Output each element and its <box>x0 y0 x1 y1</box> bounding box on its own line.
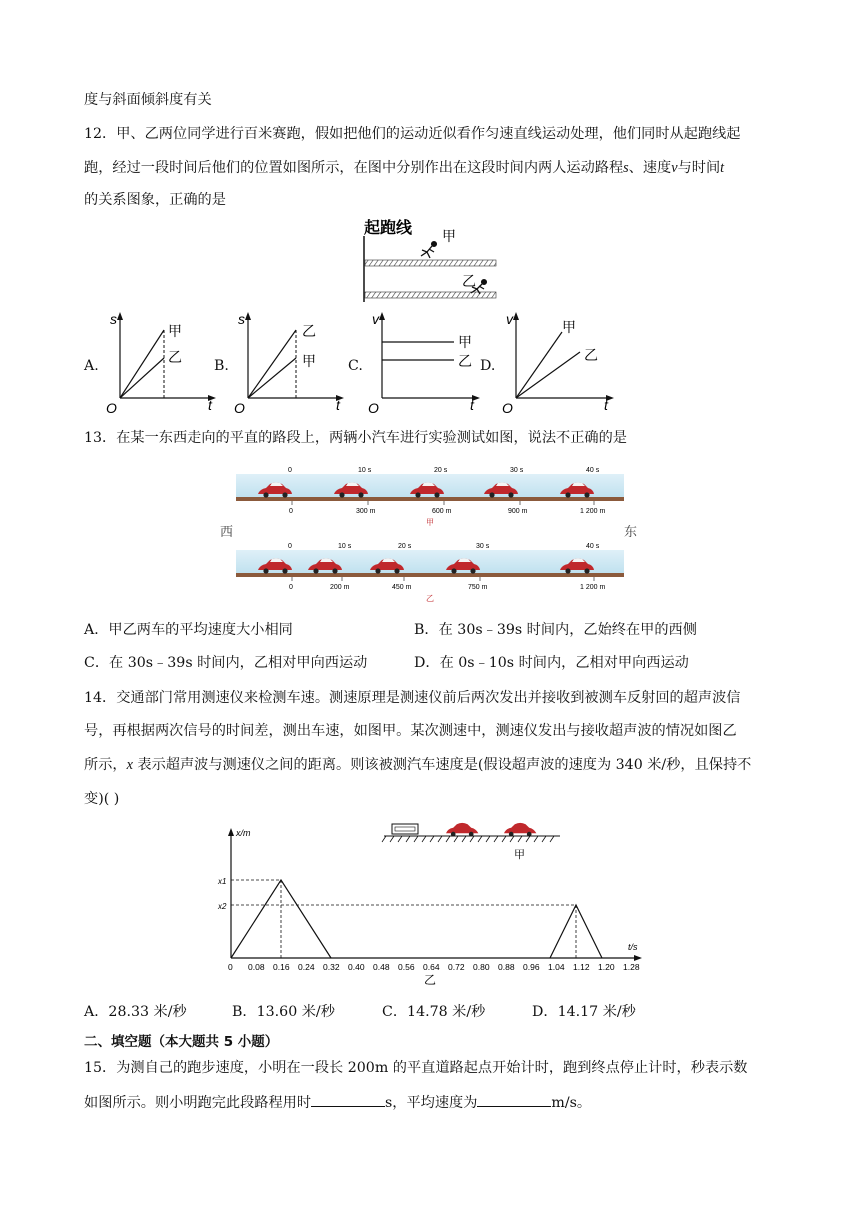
jia-time-2: 20 s <box>434 467 448 474</box>
jia-dist-1: 300 m <box>356 508 376 515</box>
q14-option-b[interactable]: B．13.60 米/秒 <box>232 1004 335 1020</box>
x-axis-label: t <box>470 397 474 413</box>
q12-option-a-letter[interactable]: A. <box>84 358 99 374</box>
q14-option-a[interactable]: A．28.33 米/秒 <box>84 1004 187 1020</box>
var-t: t <box>720 160 725 176</box>
q15-text: m/s。 <box>551 1095 592 1111</box>
label-bottom: 乙 <box>458 353 472 369</box>
q15-text: s，平均速度为 <box>385 1095 478 1111</box>
jia-time-3: 30 s <box>510 467 524 474</box>
jia-caption: 甲 <box>426 518 434 527</box>
label-bottom: 乙 <box>584 347 598 363</box>
runner-jia-label: 甲 <box>442 228 456 244</box>
x-axis-label: t <box>208 397 212 413</box>
q13-option-c[interactable]: C．在 30s﹣39s 时间内，乙相对甲向西运动 <box>84 655 368 671</box>
y-axis-label: v <box>372 311 379 327</box>
q12-option-b-graph[interactable] <box>228 310 348 418</box>
tick-label: 0.40 <box>348 962 365 972</box>
jia-dist-3: 900 m <box>508 508 528 515</box>
runner-jia-icon <box>421 242 436 258</box>
previous-answer-tail: 度与斜面倾斜度有关 <box>84 92 212 108</box>
yi-dist-0: 0 <box>289 584 293 591</box>
fig-jia-caption: 甲 <box>514 849 525 861</box>
start-line-label: 起跑线 <box>364 220 413 237</box>
speed-meter-icon <box>392 824 418 834</box>
x-axis-label: t <box>604 397 608 413</box>
jia-dist-4: 1 200 m <box>580 508 606 515</box>
speed-answer-blank[interactable] <box>477 1092 551 1107</box>
q12-line-2 <box>84 158 724 178</box>
tick-label: 1.28 <box>623 962 640 972</box>
east-label: 东 <box>624 524 638 539</box>
origin-label: O <box>502 400 513 416</box>
jia-dist-0: 0 <box>289 508 293 515</box>
q14-text: 所示， <box>84 757 127 773</box>
y-axis-label: v <box>506 311 513 327</box>
lane-divider <box>365 260 496 266</box>
yi-time-4: 40 s <box>586 543 600 550</box>
q12-option-a-graph[interactable] <box>100 310 220 418</box>
label-top: 甲 <box>562 319 576 335</box>
section-heading: 二、填空题（本大题共 5 小题） <box>84 1034 279 1050</box>
x1-label: x1 <box>218 877 227 886</box>
yi-dist-2: 450 m <box>392 584 412 591</box>
var-s: s <box>623 160 629 176</box>
q12-option-c-letter[interactable]: C. <box>348 358 363 374</box>
q14-line-1: 14．交通部门常用测速仪来检测车速。测速原理是测速仪前后两次发出并接收到被测车反射回的超声波信 <box>84 690 741 706</box>
q12-text: 跑，经过一段时间后他们的位置如图所示，在图中分别作出在这段时间内两人运动路程 <box>84 160 624 176</box>
q15-text: 如图所示。则小明跑完此段路程用时 <box>84 1095 312 1111</box>
q14-line-2: 号，再根据两次信号的时间差，测出车速，如图甲。某次测速中，测速仪发出与接收超声波的情况如图乙 <box>84 723 737 739</box>
car-test-figure <box>220 462 640 602</box>
tick-label: 0.32 <box>323 962 340 972</box>
tick-label: 0.16 <box>273 962 290 972</box>
tick-label: 1.12 <box>573 962 590 972</box>
yi-time-0: 0 <box>288 543 292 550</box>
q12-option-c-graph[interactable] <box>362 310 484 418</box>
tick-label: 0.96 <box>523 962 540 972</box>
origin-label: O <box>368 400 379 416</box>
q13-option-a[interactable]: A．甲乙两车的平均速度大小相同 <box>84 622 293 638</box>
ultrasound-figure <box>214 818 654 994</box>
tick-label: 0.08 <box>248 962 265 972</box>
car-icon <box>446 823 478 837</box>
yi-dist-1: 200 m <box>330 584 350 591</box>
x-axis-label: t <box>336 397 340 413</box>
jia-time-4: 40 s <box>586 467 600 474</box>
q12-line-3: 的关系图象，正确的是 <box>84 192 226 208</box>
yi-time-3: 30 s <box>476 543 490 550</box>
tick-label: 0.24 <box>298 962 315 972</box>
car-icon <box>504 823 536 837</box>
jia-time-1: 10 s <box>358 467 372 474</box>
yi-dist-3: 750 m <box>468 584 488 591</box>
q14-option-d[interactable]: D．14.17 米/秒 <box>532 1004 636 1020</box>
tick-label: 1.04 <box>548 962 565 972</box>
yi-time-1: 10 s <box>338 543 352 550</box>
y-axis-label: x/m <box>236 828 251 838</box>
y-axis-label: s <box>238 311 245 327</box>
label-bottom: 乙 <box>168 349 182 365</box>
q14-option-c[interactable]: C．14.78 米/秒 <box>382 1004 486 1020</box>
q12-option-d-letter[interactable]: D. <box>480 358 496 374</box>
label-top: 甲 <box>458 334 472 350</box>
fig-yi-caption: 乙 <box>424 973 437 987</box>
var-v: v <box>671 160 678 176</box>
race-track-figure <box>350 214 510 306</box>
lane-divider <box>365 292 496 298</box>
q12-line-1: 12．甲、乙两位同学进行百米赛跑，假如把他们的运动近似看作匀速直线运动处理，他们同时从起跑线起 <box>84 126 741 142</box>
yi-dist-4: 1 200 m <box>580 584 606 591</box>
tick-label: 0.72 <box>448 962 465 972</box>
label-bottom: 甲 <box>302 353 316 369</box>
label-top: 甲 <box>168 323 182 339</box>
tick-label: 0.56 <box>398 962 415 972</box>
tick-label: 0 <box>228 962 233 972</box>
q13-stem: 13．在某一东西走向的平直的路段上，两辆小汽车进行实验测试如图，说法不正确的是 <box>84 430 627 446</box>
q13-option-d[interactable]: D．在 0s﹣10s 时间内，乙相对甲向西运动 <box>414 655 689 671</box>
yi-time-2: 20 s <box>398 543 412 550</box>
q15-line-1: 15．为测自己的跑步速度，小明在一段长 200m 的平直道路起点开始计时，跑到终点停止计时，秒表示数 <box>84 1060 748 1076</box>
x-axis-label: t/s <box>628 942 638 952</box>
jia-time-0: 0 <box>288 467 292 474</box>
west-label: 西 <box>220 524 234 539</box>
yi-caption: 乙 <box>426 594 434 602</box>
tick-label: 0.64 <box>423 962 440 972</box>
tick-label: 0.80 <box>473 962 490 972</box>
q12-text: 、速度 <box>628 160 672 176</box>
q14-line-4: 变)( ) <box>84 791 120 807</box>
jia-dist-2: 600 m <box>432 508 452 515</box>
tick-label: 0.48 <box>373 962 390 972</box>
q14-line-3 <box>84 755 751 775</box>
q14-text: 表示超声波与测速仪之间的距离。则该被测汽车速度是(假设超声波的速度为 340 米/秒，且保持不 <box>132 757 752 773</box>
time-answer-blank[interactable] <box>311 1092 385 1107</box>
origin-label: O <box>106 400 117 416</box>
var-x: x <box>126 757 133 773</box>
tick-label: 0.88 <box>498 962 515 972</box>
x2-label: x2 <box>218 902 227 911</box>
q13-option-b[interactable]: B．在 30s﹣39s 时间内，乙始终在甲的西侧 <box>414 622 697 638</box>
q15-line-2 <box>84 1092 591 1113</box>
label-top: 乙 <box>302 323 316 339</box>
y-axis-label: s <box>110 311 117 327</box>
q12-option-d-graph[interactable] <box>496 310 618 418</box>
tick-label: 1.20 <box>598 962 615 972</box>
origin-label: O <box>234 400 245 416</box>
runner-yi-label: 乙 <box>462 273 476 289</box>
q12-text: 与时间 <box>677 160 721 176</box>
q12-option-b-letter[interactable]: B. <box>214 358 229 374</box>
